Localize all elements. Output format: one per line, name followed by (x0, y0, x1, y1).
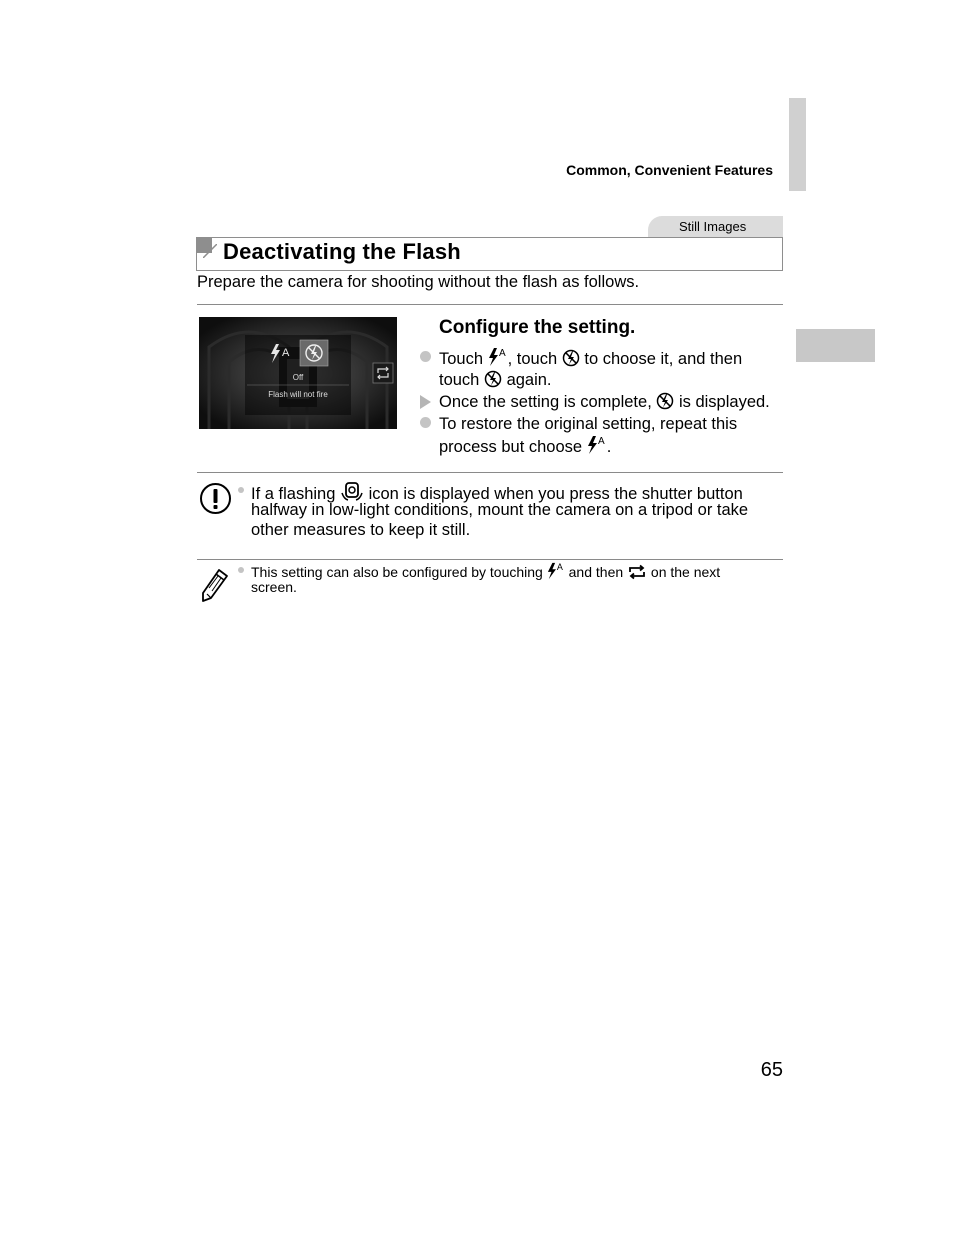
svg-text:A: A (597, 436, 605, 447)
divider (197, 472, 783, 473)
caution-line-1: If a flashing icon is displayed when you press the shutter button (251, 480, 743, 504)
section-header: Common, Convenient Features (566, 162, 773, 178)
divider (197, 304, 783, 305)
note-line-1: This setting can also be configured by touching A and then on the next (251, 562, 721, 580)
screen-option-value: Off (292, 373, 304, 382)
still-images-tab (648, 216, 783, 238)
flash-off-icon (484, 370, 502, 388)
note-line-2: screen. (251, 579, 297, 595)
svg-text:A: A (282, 347, 290, 359)
step-bullet-2: To restore the original setting, repeat this (420, 413, 790, 435)
step-title: Configure the setting. (439, 317, 636, 338)
caution-line-3: other measures to keep it still. (251, 521, 471, 539)
flash-auto-icon (547, 562, 565, 580)
note-bullet (238, 567, 244, 573)
svg-text:A: A (556, 562, 563, 573)
flash-off-icon (656, 392, 674, 410)
camera-shake-icon (340, 480, 364, 502)
page-number: 65 (760, 1059, 783, 1081)
caution-line-2: halfway in low-light conditions, mount the camera on a tripod or take (251, 501, 749, 519)
bullet-dot (420, 347, 436, 369)
step-bullet-2-cont: process but choose A . (439, 436, 612, 456)
caution-bullet (238, 487, 244, 493)
section-edge-tab (796, 329, 875, 362)
step-bullet-1: Touch A , touch to choose it, and then (420, 347, 790, 369)
caution-icon (199, 482, 232, 515)
intro-text: Prepare the camera for shooting without the flash as follows. (197, 273, 640, 291)
pencil-icon (199, 567, 231, 603)
bullet-dot (420, 413, 436, 435)
flash-auto-icon (488, 347, 508, 367)
step-result: Once the setting is complete, is displayed. (420, 391, 790, 413)
still-images-label: Still Images (679, 219, 747, 234)
divider (197, 559, 783, 560)
bullet-triangle (420, 391, 436, 413)
chapter-edge-tab (789, 98, 806, 191)
flash-off-icon (562, 349, 580, 367)
flash-auto-icon (587, 435, 607, 455)
screen-option-desc: Flash will not fire (268, 390, 328, 399)
camera-screenshot (199, 317, 397, 429)
page-title: Deactivating the Flash (223, 239, 461, 264)
svg-text:A: A (498, 348, 506, 359)
switch-icon (627, 564, 647, 580)
title-corner-line (203, 244, 217, 258)
step-bullet-1-cont: touch again. (439, 371, 552, 389)
